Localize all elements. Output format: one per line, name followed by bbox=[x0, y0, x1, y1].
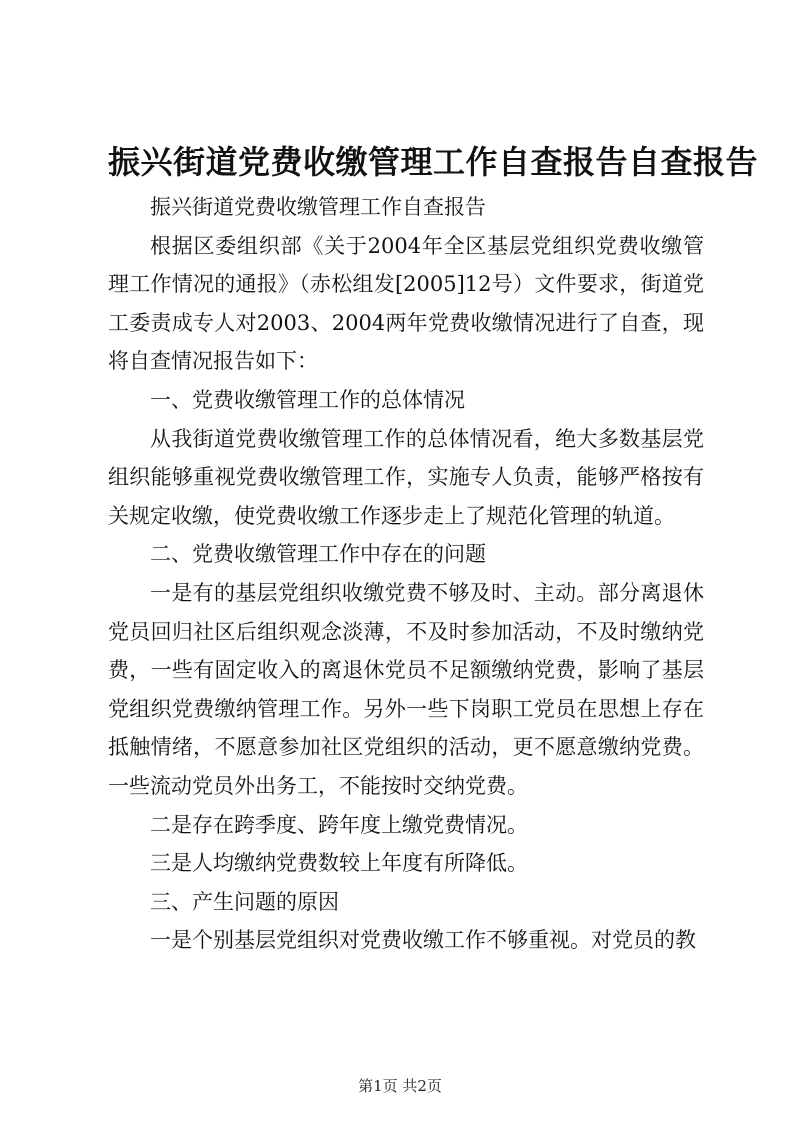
paragraph-problem-2: 二是存在跨季度、跨年度上缴党费情况。 bbox=[150, 812, 528, 837]
section-heading-3: 三、产生问题的原因 bbox=[150, 889, 339, 914]
paragraph-subtitle: 振兴街道党费收缴管理工作自查报告 bbox=[150, 195, 486, 219]
section-heading-2: 二、党费收缴管理工作中存在的问题 bbox=[150, 542, 486, 567]
paragraph-overview: 从我街道党费收缴管理工作的总体情况看，绝大多数基层党组织能够重视党费收缴管理工作，实施专人负责，能够严格按有关规定收缴，使党费收缴工作逐步走上了规范化管理的轨道。 bbox=[108, 426, 704, 528]
document-body bbox=[108, 188, 704, 960]
paragraph-problem-3: 三是人均缴纳党费数较上年度有所降低。 bbox=[150, 851, 528, 876]
paragraph-problem-1: 一是有的基层党组织收缴党费不够及时、主动。部分离退休党员回归社区后组织观念淡薄，不及时参加活动，不及时缴纳党费，一些有固定收入的离退休党员不足额缴纳党费，影响了基层党组织党费缴纳管理工作。另外一些下岗职工党员在思想上存在抵触情绪，不愿意参加社区党组织的活动，更不愿意缴纳党费。一些流动党员外出务工，不能按时交纳党费。 bbox=[108, 580, 704, 798]
page-number-footer: 第1页 共2页 bbox=[358, 1077, 442, 1095]
document-title: 振兴街道党费收缴管理工作自查报告自查报告 bbox=[108, 143, 759, 181]
paragraph-cause-1: 一是个别基层党组织对党费收缴工作不够重视。对党员的教 bbox=[150, 928, 696, 953]
paragraph-intro: 根据区委组织部《关于2004年全区基层党组织党费收缴管理工作情况的通报》（赤松组发[2005]12号）文件要求，街道党工委责成专人对2003、2004两年党费收缴情况进行了自查，现将自查情况报告如下： bbox=[108, 233, 704, 374]
section-heading-1: 一、党费收缴管理工作的总体情况 bbox=[150, 387, 465, 412]
